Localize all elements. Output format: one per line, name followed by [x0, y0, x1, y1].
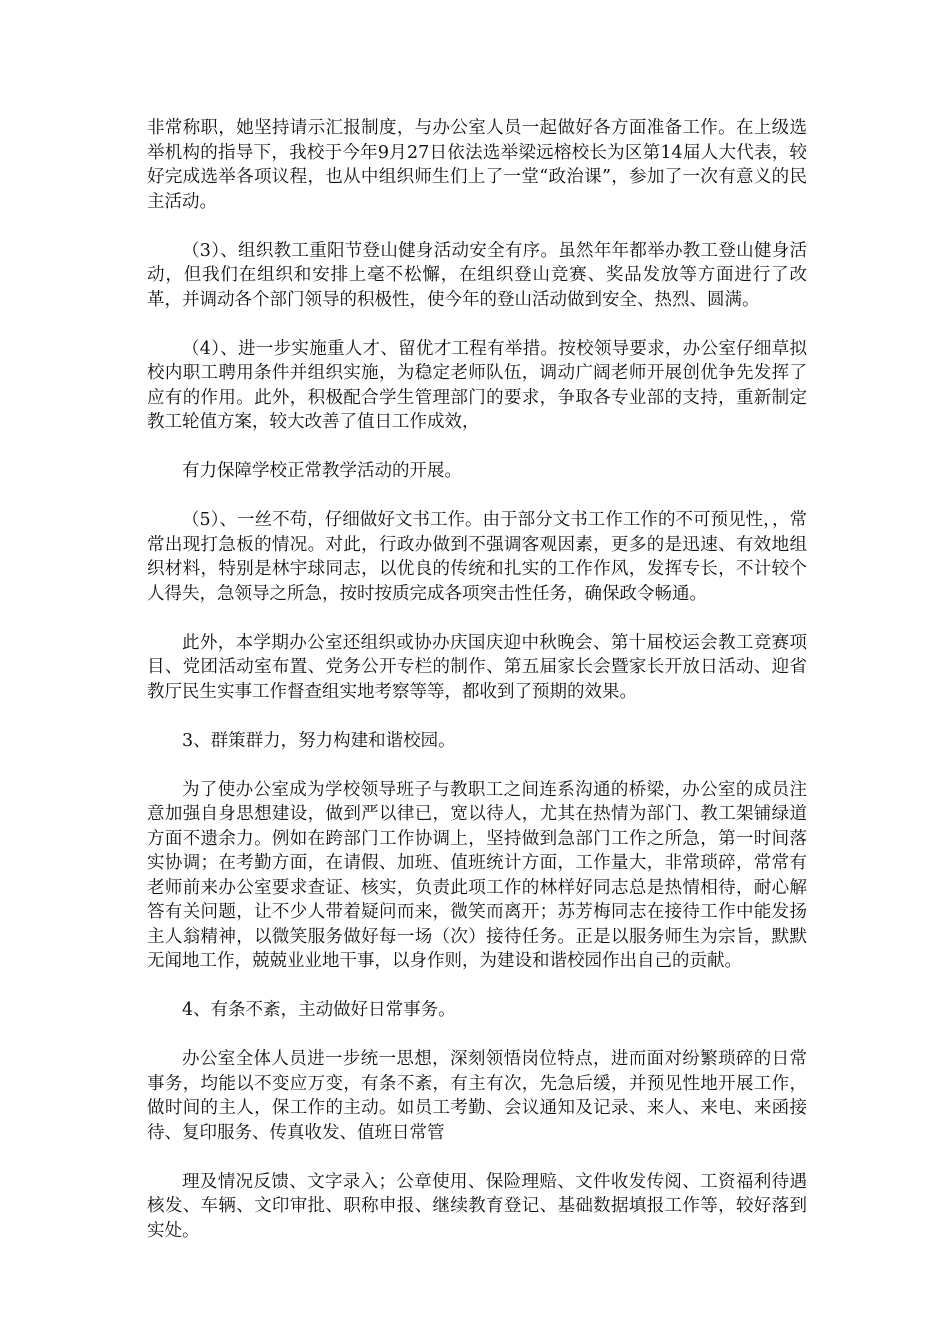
paragraph-6: 此外，本学期办公室还组织或协办庆国庆迎中秋晚会、第十届校运会教工竞赛项目、党团活动室布置、党务公开专栏的制作、第五届家长会暨家长开放日活动、迎省教厅民生实事工作督查组实地考察等等，都收到了预期的效果。	[147, 632, 807, 702]
paragraph-11: 理及情况反馈、文字录入；公章使用、保险理赔、文件收发传阅、工资福利待遇核发、车辆、文印审批、职称申报、继续教育登记、基础数据填报工作等，较好落到实处。	[147, 1171, 807, 1241]
document-body	[147, 116, 807, 1268]
paragraph-3: （4）、进一步实施重人才、留优才工程有举措。按校领导要求，办公室仔细草拟校内职工聘用条件并组织实施，为稳定老师队伍，调动广阔老师开展创优争先发挥了应有的作用。此外，积极配合学生管理部门的要求，争取各专业部的支持，重新制定教工轮值方案，较大改善了值日工作成效，	[147, 338, 807, 432]
paragraph-2: （3）、组织教工重阳节登山健身活动安全有序。虽然年年都举办教工登山健身活动，但我们在组织和安排上毫不松懈，在组织登山竞赛、奖品发放等方面进行了改革，并调动各个部门领导的积极性，使今年的登山活动做到安全、热烈、圆满。	[147, 240, 807, 310]
section-heading-3: 3、群策群力，努力构建和谐校园。	[182, 730, 456, 751]
paragraph-5: （5）、一丝不苟，仔细做好文书工作。由于部分文书工作工作的不可预见性，，常常出现打急板的情况。对此，行政办做到不强调客观因素，更多的是迅速、有效地组织材料，特别是林宇球同志，以优良的传统和扎实的工作作风，发挥专长，不计较个人得失，急领导之所急，按时按质完成各项突击性任务，确保政令畅通。	[147, 510, 807, 604]
section-heading-4: 4、有条不紊，主动做好日常事务。	[182, 1000, 456, 1020]
paragraph-10: 办公室全体人员进一步统一思想，深刻领悟岗位特点，进而面对纷繁琐碎的日常事务，均能以不变应万变，有条不紊，有主有次，先急后缓，并预见性地开展工作，做时间的主人，保工作的主动。如员工考勤、会议通知及记录、来人、来电、来函接待、复印服务、传真收发、值班日常管	[147, 1049, 807, 1143]
paragraph-8: 为了使办公室成为学校领导班子与教职工之间连系沟通的桥梁，办公室的成员注意加强自身思想建设，做到严以律已，宽以待人，尤其在热情为部门、教工架铺绿道方面不遗余力。例如在跨部门工作协调上，坚持做到急部门工作之所急，第一时间落实协调；在考勤方面，在请假、加班、值班统计方面，工作量大，非常琐碎，常常有老师前来办公室要求查证、核实，负责此项工作的林样好同志总是热情相待，耐心解答有关问题，让不少人带着疑问而来，微笑而离开；苏芳梅同志在接待工作中能发扬主人翁精神，以微笑服务做好每一场（次）接待任务。正是以服务师生为宗旨，默默无闻地工作，兢兢业业地干事，以身作则，为建设和谐校园作出自己的贡献。	[147, 779, 807, 971]
paragraph-4: 有力保障学校正常教学活动的开展。	[182, 461, 462, 481]
paragraph-1: 非常称职，她坚持请示汇报制度，与办公室人员一起做好各方面准备工作。在上级选举机构的指导下，我校于今年9月27日依法选举梁远榕校长为区第14届人大代表，较好完成选举各项议程，也从中组织师生们上了一堂“政治课”，参加了一次有意义的民主活动。	[147, 118, 807, 212]
